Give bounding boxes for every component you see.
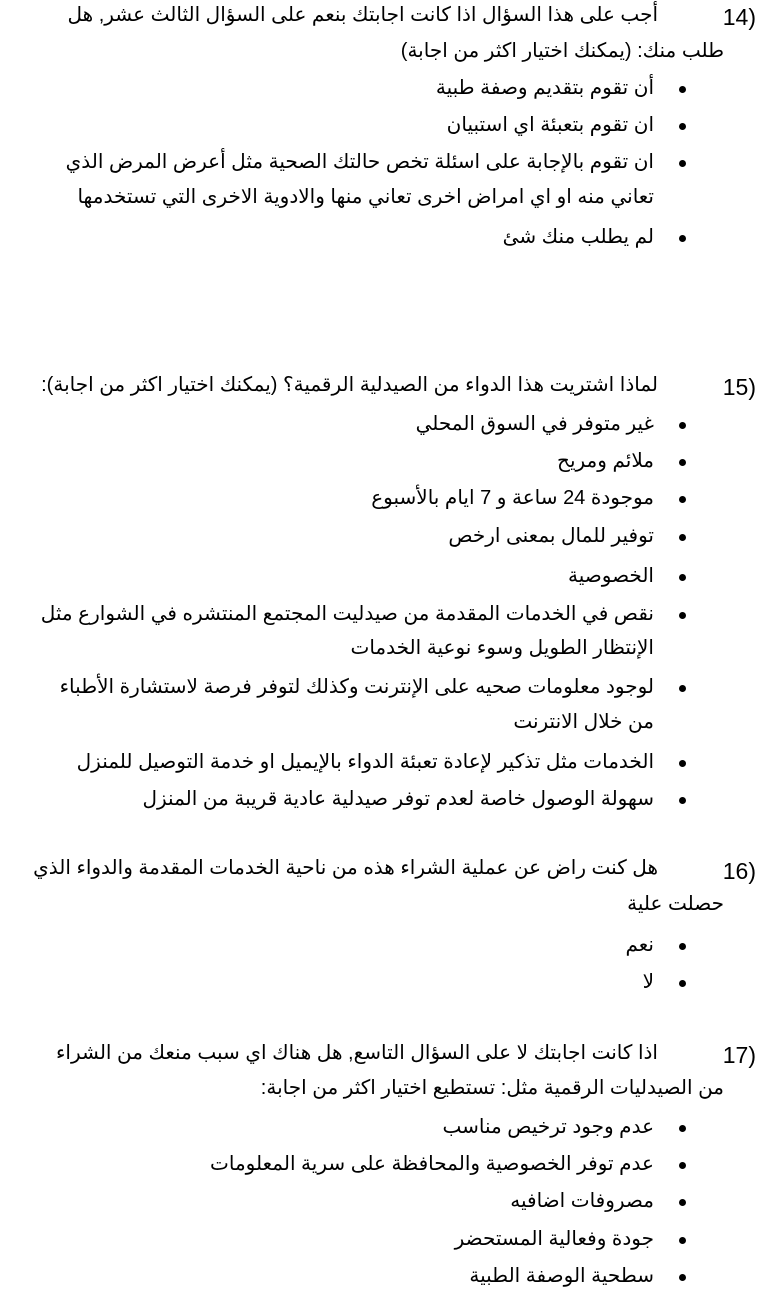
bullet-icon — [679, 459, 686, 466]
option-text: نعم — [625, 934, 654, 956]
bullet-icon — [679, 980, 686, 987]
option-text: لم يطلب منك شئ — [502, 226, 654, 248]
bullet-icon — [679, 1237, 686, 1244]
option-text: عدم وجود ترخيص مناسب — [442, 1116, 654, 1138]
question-text-line-2: حصلت علية — [627, 893, 724, 915]
option-text: ملائم ومريح — [557, 450, 654, 472]
bullet-icon — [679, 943, 686, 950]
bullet-icon — [679, 1199, 686, 1206]
bullet-icon — [679, 235, 686, 242]
question-number: 15) — [722, 374, 756, 400]
bullet-icon — [679, 612, 686, 619]
option-text: عدم توفر الخصوصية والمحافظة على سرية المعلومات — [210, 1153, 654, 1175]
bullet-icon — [679, 760, 686, 767]
bullet-icon — [679, 1125, 686, 1132]
option-text: أن تقوم بتقديم وصفة طبية — [435, 77, 654, 99]
bullet-icon — [679, 1274, 686, 1281]
bullet-icon — [679, 160, 686, 167]
question-text-line-1: اذا كانت اجابتك لا على السؤال التاسع, هل هناك اي سبب منعك من الشراء — [55, 1042, 658, 1064]
option-text: توفير للمال بمعنى ارخص — [448, 525, 654, 547]
question-text-line-1: أجب على هذا السؤال اذا كانت اجابتك بنعم على السؤال الثالث عشر, هل — [67, 4, 658, 26]
option-text: جودة وفعالية المستحضر — [454, 1228, 654, 1250]
option-text: ان تقوم بتعبئة اي استبيان — [446, 114, 654, 136]
option-text: سطحية الوصفة الطبية — [469, 1265, 654, 1287]
option-text: لوجود معلومات صحيه على الإنترنت وكذلك لتوفر فرصة لاستشارة الأطباء — [59, 676, 654, 698]
bullet-icon — [679, 797, 686, 804]
question-number: 16) — [722, 858, 756, 884]
bullet-icon — [679, 422, 686, 429]
option-text: غير متوفر في السوق المحلي — [415, 413, 654, 435]
option-text-continued: من خلال الانترنت — [513, 711, 654, 733]
question-number: 17) — [722, 1042, 756, 1068]
bullet-icon — [679, 574, 686, 581]
question-text-line-2: طلب منك: (يمكنك اختيار اكثر من اجابة) — [400, 40, 724, 62]
option-text: موجودة 24 ساعة و 7 ايام بالأسبوع — [371, 487, 654, 509]
option-text-continued: تعاني منه او اي امراض اخرى تعاني منها والادوية الاخرى التي تستخدمها — [77, 186, 654, 208]
question-text-line-1: لماذا اشتريت هذا الدواء من الصيدلية الرقمية؟ (يمكنك اختيار اكثر من اجابة): — [41, 374, 658, 396]
question-text-line-1: هل كنت راض عن عملية الشراء هذه من ناحية الخدمات المقدمة والدواء الذي — [33, 857, 658, 879]
option-text: ان تقوم بالإجابة على اسئلة تخص حالتك الصحية مثل أعرض المرض الذي — [65, 151, 654, 173]
bullet-icon — [679, 1162, 686, 1169]
option-text-continued: الإنتظار الطويل وسوء نوعية الخدمات — [350, 637, 654, 659]
option-text: لا — [642, 971, 654, 993]
bullet-icon — [679, 123, 686, 130]
question-number: 14) — [722, 4, 756, 30]
option-text: مصروفات اضافيه — [510, 1190, 654, 1212]
bullet-icon — [679, 685, 686, 692]
option-text: الخدمات مثل تذكير لإعادة تعبئة الدواء بالإيميل او خدمة التوصيل للمنزل — [76, 751, 654, 773]
option-text: سهولة الوصول خاصة لعدم توفر صيدلية عادية قريبة من المنزل — [142, 788, 654, 810]
bullet-icon — [679, 534, 686, 541]
bullet-icon — [679, 86, 686, 93]
option-text: نقص في الخدمات المقدمة من صيدليت المجتمع المنتشره في الشوارع مثل — [40, 603, 654, 625]
bullet-icon — [679, 496, 686, 503]
option-text: الخصوصية — [568, 565, 654, 587]
question-text-line-2: من الصيدليات الرقمية مثل: تستطيع اختيار اكثر من اجابة: — [260, 1077, 724, 1099]
